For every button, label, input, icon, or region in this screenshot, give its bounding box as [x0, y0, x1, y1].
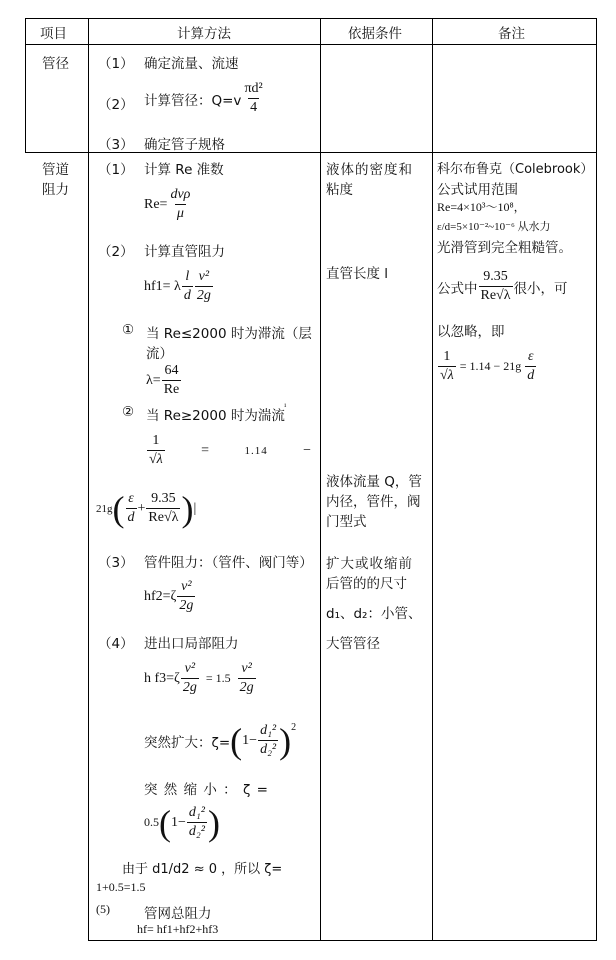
- basis-text: 液体的密度和: [326, 162, 413, 178]
- fraction: [168, 186, 192, 223]
- fraction-numerator: v²: [184, 661, 196, 676]
- remark-text: 公式中: [437, 280, 478, 297]
- step-number: （3）: [98, 137, 134, 153]
- equals: =: [201, 442, 210, 458]
- fraction-denominator: d: [183, 288, 191, 303]
- text-cursor: |: [193, 500, 197, 516]
- fraction-numerator: d₁²: [260, 723, 277, 738]
- step-number: （1）: [98, 56, 134, 72]
- table-right-border: [596, 18, 597, 940]
- right-paren: ): [207, 802, 220, 843]
- minus: −: [303, 442, 311, 458]
- total-formula: hf= hf1+hf2+hf3: [137, 922, 219, 936]
- contraction-text: 突 然 缩 小 ： ζ =: [144, 782, 269, 798]
- formula-lhs: 突然扩大：ζ=: [144, 734, 231, 751]
- left-paren: (: [230, 720, 243, 761]
- fraction: [258, 722, 278, 759]
- fraction-denominator: 2g: [182, 680, 197, 695]
- turbulent-formula-line1: [146, 432, 311, 469]
- fraction-numerator: v²: [241, 661, 252, 676]
- formula-body: = 1.14 − 21g: [459, 359, 522, 373]
- reynolds-formula: [144, 186, 193, 223]
- basis-text: d₁、d₂：小管、: [326, 606, 422, 622]
- coefficient: = 1.5: [205, 671, 231, 685]
- basis-text: 门型式: [326, 514, 367, 530]
- turbulent-formula-line2: [96, 490, 196, 527]
- left-paren: (: [112, 488, 125, 529]
- straight-pipe-formula: [144, 268, 214, 305]
- fraction-numerator: v²: [181, 579, 192, 594]
- fraction: [146, 490, 180, 527]
- fraction-denominator: 4: [250, 100, 258, 115]
- header-method: 计算方法: [177, 26, 231, 42]
- formula-lhs: hf1= λ: [144, 278, 181, 294]
- fraction-numerator: ε: [128, 491, 134, 506]
- fraction: [147, 432, 165, 469]
- fraction: [479, 268, 513, 305]
- col1-divider: [88, 18, 89, 940]
- fraction-numerator: l: [185, 269, 190, 284]
- exponent: 2: [291, 722, 297, 733]
- fraction-denominator: 2g: [179, 598, 194, 613]
- contraction-formula: [144, 804, 220, 841]
- plus: +: [137, 500, 146, 516]
- laminar-formula: [146, 362, 182, 399]
- left-paren: (: [159, 802, 171, 843]
- basis-text: 直管长度 l: [326, 266, 389, 282]
- fraction: [126, 490, 137, 527]
- fraction-denominator: 2g: [196, 288, 211, 303]
- fraction: [195, 268, 213, 305]
- fraction-denominator: Re√λ: [480, 288, 511, 303]
- fraction: [438, 348, 456, 385]
- fraction-numerator: v²: [198, 269, 210, 284]
- fraction-numerator: 1: [152, 433, 160, 448]
- remark-text: 科尔布鲁克（Colebrook）: [437, 162, 594, 177]
- expansion-formula: [144, 722, 296, 759]
- step-text: 计算直管阻力: [144, 244, 225, 260]
- one-minus: 1−: [171, 814, 186, 830]
- step-text: 确定管子规格: [144, 137, 225, 153]
- header-basis: 依据条件: [348, 26, 402, 42]
- step-text: 进出口局部阻力: [144, 636, 239, 652]
- step-number: （2）: [98, 244, 134, 260]
- col3-divider: [432, 18, 433, 940]
- remark-text: 公式试用范围: [437, 182, 518, 198]
- fraction: [238, 660, 256, 697]
- since-text: 1+0.5=1.5: [96, 880, 146, 894]
- table-top-border: [25, 18, 597, 19]
- local-loss-formula: [144, 660, 257, 697]
- fraction-denominator: d₂²: [260, 742, 277, 757]
- basis-text: 扩大或收缩前: [326, 556, 413, 572]
- step-text: 管件阻力：（管件、阀门等）: [144, 555, 313, 571]
- formula-lhs: λ=: [146, 372, 161, 388]
- coefficient: 0.5: [144, 815, 159, 829]
- case-mark: ①: [122, 322, 135, 338]
- step-number: （1）: [98, 162, 134, 178]
- remark-text: 以忽略，即: [437, 324, 505, 340]
- basis-text: 后管的的尺寸: [326, 576, 407, 592]
- basis-text: 大管管径: [326, 636, 380, 652]
- remark-simplified-formula: [437, 348, 537, 385]
- case-text: 流）: [146, 346, 173, 362]
- step-text: 管网总阻力: [144, 906, 212, 922]
- remark-formula-line: [437, 268, 568, 305]
- fraction-denominator: √λ: [440, 368, 454, 383]
- step-number: (5): [96, 902, 110, 916]
- fraction-numerator: πd²: [244, 81, 263, 96]
- footnote-mark: ¹: [284, 402, 287, 411]
- case-mark: ②: [122, 404, 135, 420]
- fraction-denominator: d: [527, 368, 535, 383]
- fraction-numerator: ε: [528, 349, 534, 364]
- fraction: [182, 268, 193, 305]
- right-paren: ): [181, 488, 194, 529]
- fraction: [525, 348, 536, 385]
- fraction-numerator: 9.35: [483, 269, 508, 284]
- log-term: 21g: [96, 502, 113, 515]
- step-number: （2）: [98, 97, 134, 113]
- remark-text: ε/d=5×10⁻²~10⁻⁶ 从水力: [437, 221, 551, 233]
- header-remark: 备注: [498, 26, 525, 42]
- fraction-denominator: 2g: [239, 680, 254, 695]
- fraction-denominator: d₂²: [188, 824, 205, 839]
- remark-text: 光滑管到完全粗糙管。: [437, 240, 572, 256]
- row-label-pipe-resistance-2: 阻力: [42, 182, 69, 198]
- remark-text: Re=4×10³～10⁸，: [437, 200, 526, 214]
- fraction: [242, 80, 264, 117]
- basis-text: 粘度: [326, 182, 353, 198]
- one-minus: 1−: [242, 732, 258, 748]
- fraction-denominator: Re: [163, 382, 180, 397]
- row-label-pipe-resistance-1: 管道: [42, 162, 69, 178]
- pipe-diameter-formula: [144, 80, 266, 117]
- fraction: [181, 660, 199, 697]
- col2-divider: [320, 18, 321, 940]
- formula-lhs: h f3=ζ: [144, 670, 180, 686]
- formula-lhs: 计算管径：Q=v: [144, 92, 242, 109]
- step-text: 计算 Re 准数: [144, 162, 224, 178]
- formula-lhs: Re=: [144, 196, 168, 212]
- row-label-pipe-diameter: 管径: [42, 56, 69, 72]
- fraction: [177, 578, 195, 615]
- fraction: [187, 804, 207, 841]
- fraction-denominator: μ: [176, 206, 184, 221]
- fraction-numerator: 1: [443, 349, 451, 364]
- step-number: （4）: [98, 636, 134, 652]
- step-number: （3）: [98, 555, 134, 571]
- fraction-numerator: dvρ: [170, 187, 191, 202]
- remark-text: 很小，可: [513, 280, 568, 297]
- basis-text: 内径，管件，阀: [326, 494, 421, 510]
- step-text: 确定流量、流速: [144, 56, 239, 72]
- right-paren: ): [279, 720, 292, 761]
- case-text: 当 Re≤2000 时为滞流（层: [146, 326, 312, 342]
- basis-text: 液体流量 Q，管: [326, 474, 422, 490]
- fraction-numerator: d₁²: [188, 805, 205, 820]
- formula-lhs: hf2=ζ: [144, 588, 177, 604]
- case-text: 当 Re≥2000 时为湍流: [146, 408, 285, 424]
- fraction-denominator: Re√λ: [148, 510, 179, 525]
- fraction-denominator: √λ: [149, 452, 163, 467]
- since-text: 由于 d1/d2 ≈ 0 ，所以 ζ=: [122, 862, 283, 877]
- fraction-denominator: d: [127, 510, 135, 525]
- table-bottom-border: [88, 940, 597, 941]
- table-left-border: [25, 18, 26, 152]
- fraction-numerator: 9.35: [151, 491, 176, 506]
- header-item: 项目: [40, 26, 67, 42]
- fraction-numerator: 64: [164, 363, 179, 378]
- constant: 1.14: [244, 444, 268, 457]
- fraction: [162, 362, 182, 399]
- fittings-formula: [144, 578, 196, 615]
- header-bottom-border: [25, 44, 597, 45]
